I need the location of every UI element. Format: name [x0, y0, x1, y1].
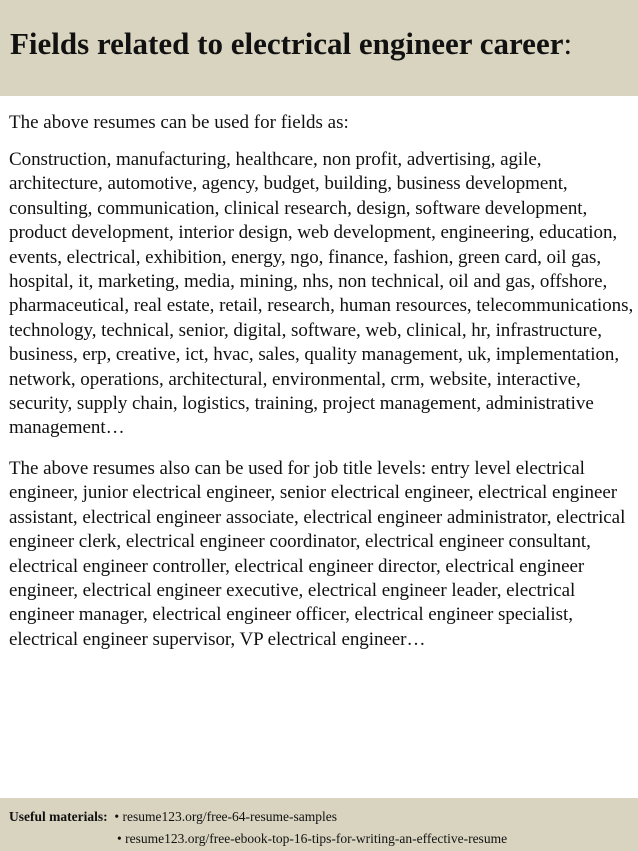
main-content	[9, 110, 634, 652]
footer-label	[9, 806, 111, 828]
page-title-text: Fields related to electrical engineer career	[10, 26, 564, 61]
intro-text: The above resumes can be used for fields as:	[9, 112, 349, 133]
footer	[0, 798, 638, 851]
page-title-colon: :	[563, 26, 573, 61]
footer-link-ebook[interactable]: • resume123.org/free-ebook-top-16-tips-for-writing-an-effective-resume	[117, 831, 508, 846]
footer-row-2	[9, 828, 638, 850]
footer-link-samples[interactable]: • resume123.org/free-64-resume-samples	[114, 809, 338, 824]
job-levels-paragraph: The above resumes also can be used for job title levels: entry level electrical engineer, junior electrical engineer, senior electrical engineer, electrical engineer assistant, electrical engineer associate, electrical engineer administrator, electrical engineer clerk, electrical engineer coordinator, electrical engineer consultant, electrical engineer controller, electrical engineer director, electrical engineer engineer, electrical engineer executive, electrical engineer leader, electrical engineer manager, electrical engineer officer, electrical engineer specialist, electrical engineer supervisor, VP electrical engineer…	[9, 457, 626, 650]
page-title	[10, 24, 638, 64]
footer-label-text: Useful materials	[9, 809, 104, 824]
footer-row-1	[9, 806, 638, 828]
fields-paragraph: Construction, manufacturing, healthcare, non profit, advertising, agile, architecture, automotive, agency, budget, building, business development, consulting, communication, clinical research, design, software development, product development, interior design, web development, engineering, education, events, electrical, exhibition, energy, ngo, finance, fashion, green card, oil gas, hospital, it, marketing, media, mining, nhs, non technical, oil and gas, offshore, pharmaceutical, real estate, retail, research, human resources, telecommunications, technology, technical, senior, digital, software, web, clinical, hr, infrastructure, business, erp, creative, ict, hvac, sales, quality management, uk, implementation, network, operations, architectural, environmental, crm, website, interactive, security, supply chain, logistics, training, project management, administrative management…	[9, 149, 634, 439]
title-bar	[0, 0, 638, 96]
footer-label-sep: :	[103, 809, 108, 824]
